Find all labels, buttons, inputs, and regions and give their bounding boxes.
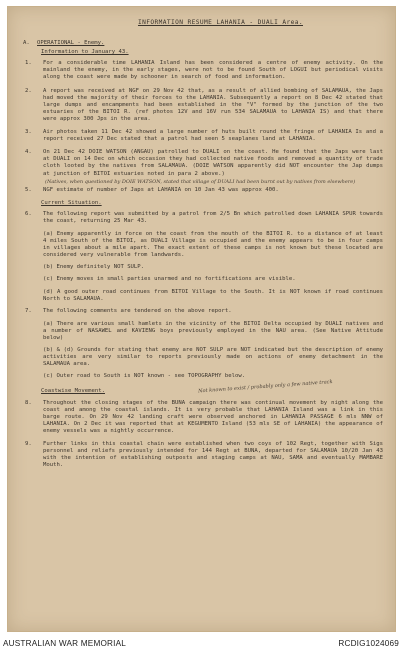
subparagraph: (b) & (d) Grounds for stating that enemy are NOT SULP are NOT indicated but the description of enemy activities are very similar to reports previously made on actions of enemy detachment in the SALAMAUA area. <box>43 347 383 368</box>
subparagraph: (a) Enemy apparently in force on the coast from the mouth of the BITOI R. to a distance of at least 4 miles South of the BITOI, as DUALI Village is occupied and the enemy appears to be in four camps in villages about a mile apart. The exact extent of these camps is not known but these located are considered very vulnerable from landwards. <box>43 230 383 259</box>
paragraph-number: 1. <box>25 60 32 67</box>
paragraph <box>25 149 387 177</box>
section-a-title: OPERATIONAL - Enemy. <box>37 40 105 47</box>
paragraph-7 <box>25 308 383 315</box>
paragraph-text: Air photos taken 11 Dec 42 showed a large number of huts built round the fringe of LAHANIA Is and a report received 27 Dec stated that a patrol had seen 5 seaplanes land at LAHANIA. <box>43 129 387 143</box>
paragraph <box>25 87 387 123</box>
paragraph-group-3 <box>23 399 387 470</box>
paragraph-group-1 <box>23 60 387 177</box>
subheading-information: Information to January 43. <box>41 49 129 56</box>
paragraph-6 <box>25 210 387 225</box>
paragraph-text: NGF estimate of number of Japs at LAHANIA on 10 Jan 43 was approx 400. <box>43 186 279 193</box>
paragraph-text: Throughout the closing stages of the BUNA campaign there was continual movement by night along the coast and among the coastal islands. It is very probable that LAHANIA Island was a link in this barge route. On 29 Nov 42 landing craft were observed anchored in LAHANIA PASSAGE 6 mls NNW of LAHANIA. On 2 Dec it was reported that at KEGUMENTO Island (53 mls SE of LAHANIA) the appearance of enemy vessels was a nightly occurrence. <box>43 399 387 434</box>
paragraph-text: The following comments are tendered on the above report. <box>43 307 232 314</box>
document-title: INFORMATION RESUME LAHANIA - DUALI Area. <box>137 19 303 26</box>
paragraph-number: 5. <box>25 186 32 193</box>
document-sheet <box>7 6 396 632</box>
paragraph-text: On 21 Dec 42 DOIE WATSON (ANGAU) patrolled to DUALI on the coast. He found that the Japs were last at DUALI on 14 Dec on which occasion they had collected native foods and removed a quantity of trade cloth looted by the natives from SALAMAUA. (DOIE WATSON apparently did NOT encounter the Jap dumps at junction of BITOI estuaries noted in para 2 above.) <box>43 149 387 177</box>
subparagraph: (d) A good outer road continues from BITOI Village to the South. It is NOT known if road continues North to SALAMAUA. <box>43 288 383 302</box>
subparagraph: (c) Outer road to South is NOT known - see TOPOGRAPHY below. <box>43 373 246 380</box>
subparagraph: (b) Enemy definitely NOT SULP. <box>43 264 145 271</box>
paragraph <box>25 399 387 435</box>
paragraph-text: Further links in this coastal chain were established when two coys of 102 Regt, together with Sigs personnel and reliefs previously intended for 144 Regt at BUNA, departed for SALAMAUA 10/20 Jan 43 with the intention of establishing outposts and staging camps at NAU, SAMA and eventually MAMBARE Mouth. <box>43 441 387 469</box>
paragraph <box>25 60 387 81</box>
paragraph-number: 7. <box>25 307 32 314</box>
paragraph <box>25 187 383 194</box>
subparagraphs-6 <box>23 231 383 303</box>
paragraph-text: A report was received at NGF on 29 Nov 42 that, as a result of allied bombing of SALAMAUA, the Japs had moved the majority of their forces to the LAHANIA. Subsequently a report on 8 Dec 42 stated that large dumps and encampments had been established in the "V" formed by the junction of the two estuaries of the BITOI R. (ref photos 12V and 16V run 534 SALAMAUA to LAHANIA IS) and that there were approx 300 Jps in the area. <box>43 87 387 122</box>
subparagraph: (c) Enemy moves in small parties unarmed and no fortifications are visible. <box>43 276 296 283</box>
subheading-current-situation: Current Situation. <box>41 199 102 206</box>
paragraph-number: 4. <box>25 149 32 156</box>
archive-footer <box>0 637 403 654</box>
paragraph-number: 6. <box>25 210 32 217</box>
paragraph <box>25 441 387 469</box>
footer-institution: AUSTRALIAN WAR MEMORIAL <box>3 639 127 648</box>
paragraph-number: 9. <box>25 441 32 448</box>
paragraph-text: For a considerable time LAHANIA Island has been considered a centre of enemy activity. On the mainland the enemy, in the early stages, were not to be found South of LOGUI but periodical visits along the coast were made by schooner in search of food and information. <box>43 60 387 81</box>
footer-record-id: RCDIG1024069 <box>338 639 399 648</box>
paragraph-group-1b <box>23 187 383 194</box>
document-body <box>23 19 387 475</box>
subparagraphs-7 <box>23 321 383 381</box>
paragraph-text: The following report was submitted by a patrol from 2/5 Bn which patrolled down LAHANIA SPUR towards the coast, returning 25 Mar 43. <box>43 210 387 224</box>
section-a-heading <box>23 40 383 47</box>
handwritten-note: (Natives, when questioned by DOIE WATSON, stated that village of DUALI had been burnt out by natives from elsewhere) <box>45 178 356 185</box>
paragraph-number: 2. <box>25 87 32 94</box>
handwritten-note: Not known to exist / probably only a few native track <box>198 379 333 395</box>
section-a-number: A. <box>23 40 30 47</box>
subparagraph: (a) There are various small hamlets in the vicinity of the BITOI Delta occupied by DUALI natives and a number of NASAWEL and KAVIENG boys previously employed in the NAU area. (See Native Attitude below) <box>43 320 383 341</box>
paragraph-number: 3. <box>25 129 32 136</box>
paragraph-number: 8. <box>25 399 32 406</box>
subheading-coastwise-movement: Coastwise Movement. <box>41 388 105 395</box>
paragraph <box>25 129 387 143</box>
